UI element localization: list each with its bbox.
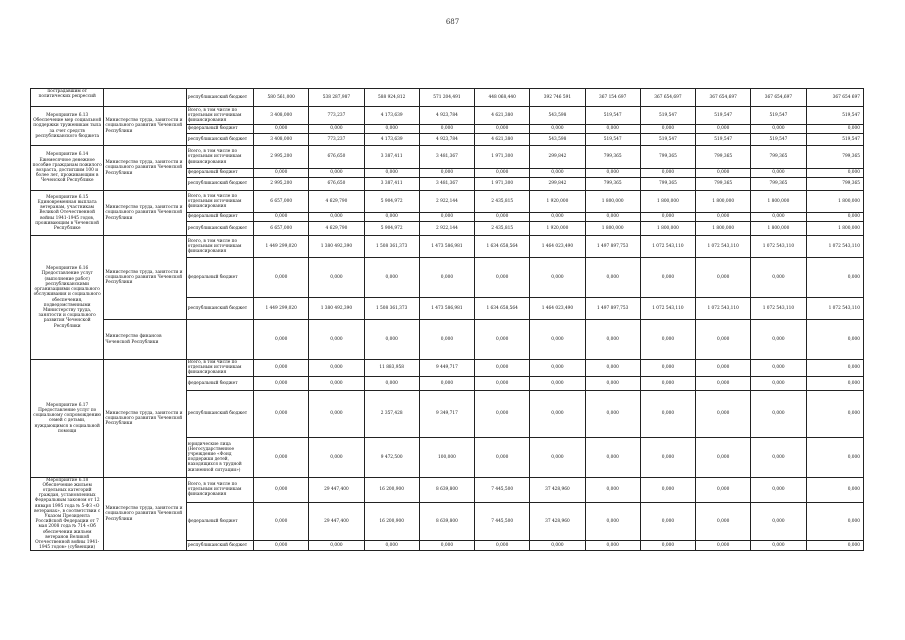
value-cell: 580 561,000 xyxy=(254,89,309,107)
value-cell: 0,000 xyxy=(751,213,806,222)
value-cell: 0,000 xyxy=(696,169,751,178)
value-cell: 1 449 299,020 xyxy=(254,236,309,258)
funding-source-cell: республиканский бюджет xyxy=(186,540,253,551)
funding-source-cell: республиканский бюджет xyxy=(186,178,253,191)
value-cell: 0,000 xyxy=(696,213,751,222)
value-cell: 0,000 xyxy=(806,258,863,298)
value-cell: 2 435,815 xyxy=(475,222,530,236)
value-cell: 519,547 xyxy=(585,107,640,125)
value-cell: 37 428,960 xyxy=(530,477,585,502)
value-cell: 4 173,639 xyxy=(364,134,419,146)
value-cell: 299,842 xyxy=(530,146,585,169)
value-cell: 2 922,144 xyxy=(419,222,474,236)
value-cell: 0,000 xyxy=(696,376,751,390)
value-cell: 1 800,000 xyxy=(696,191,751,213)
value-cell: 1 800,000 xyxy=(585,191,640,213)
executor-cell: Министерство труда, занятости и социального развития Чеченской Республики xyxy=(104,360,186,478)
value-cell: 799,365 xyxy=(585,178,640,191)
value-cell: 1 800,000 xyxy=(751,222,806,236)
value-cell: 7 445,500 xyxy=(475,477,530,502)
value-cell: 11 883,958 xyxy=(364,360,419,377)
value-cell: 0,000 xyxy=(530,169,585,178)
value-cell: 0,000 xyxy=(364,376,419,390)
value-cell: 0,000 xyxy=(640,376,695,390)
value-cell: 0,000 xyxy=(751,125,806,134)
funding-source-cell: федеральный бюджет xyxy=(186,376,253,390)
value-cell: 0,000 xyxy=(309,540,364,551)
value-cell: 0,000 xyxy=(640,125,695,134)
value-cell: 0,000 xyxy=(419,258,474,298)
table-row xyxy=(31,360,864,377)
value-cell: 0,000 xyxy=(751,540,806,551)
value-cell: 519,547 xyxy=(696,134,751,146)
funding-source-cell: республиканский бюджет xyxy=(186,89,253,107)
value-cell: 0,000 xyxy=(254,376,309,390)
value-cell: 0,000 xyxy=(585,390,640,437)
value-cell: 1 800,000 xyxy=(806,191,863,213)
funding-source-cell xyxy=(186,320,253,360)
value-cell: 0,000 xyxy=(530,540,585,551)
value-cell: 0,000 xyxy=(254,360,309,377)
value-cell: 0,000 xyxy=(419,213,474,222)
value-cell: 0,000 xyxy=(640,390,695,437)
value-cell: 7 445,500 xyxy=(475,502,530,540)
value-cell: 29 447,400 xyxy=(309,477,364,502)
table-row xyxy=(31,477,864,502)
value-cell: 0,000 xyxy=(254,502,309,540)
value-cell: 299,842 xyxy=(530,178,585,191)
value-cell: 799,365 xyxy=(751,146,806,169)
executor-cell: Министерство труда, занятости и социального развития Чеченской Республики xyxy=(104,477,186,551)
value-cell: 1 380 492,390 xyxy=(309,298,364,320)
value-cell: 543,598 xyxy=(530,107,585,125)
value-cell: 37 428,960 xyxy=(530,502,585,540)
value-cell: 367 154 697 xyxy=(585,89,640,107)
value-cell: 0,000 xyxy=(364,213,419,222)
value-cell: 100,000 xyxy=(419,437,474,477)
value-cell: 588 924,812 xyxy=(364,89,419,107)
value-cell: 0,000 xyxy=(419,540,474,551)
budget-table xyxy=(30,88,864,551)
value-cell: 0,000 xyxy=(585,258,640,298)
value-cell: 0,000 xyxy=(751,477,806,502)
value-cell: 0,000 xyxy=(640,320,695,360)
value-cell: 0,000 xyxy=(696,437,751,477)
value-cell: 0,000 xyxy=(640,437,695,477)
value-cell: 367 654,697 xyxy=(640,89,695,107)
value-cell: 519,547 xyxy=(751,107,806,125)
value-cell: 0,000 xyxy=(364,169,419,178)
funding-source-cell: республиканский бюджет xyxy=(186,390,253,437)
value-cell: 0,000 xyxy=(309,258,364,298)
value-cell: 799,365 xyxy=(640,146,695,169)
value-cell: 0,000 xyxy=(585,477,640,502)
value-cell: 1 800,000 xyxy=(696,222,751,236)
value-cell: 0,000 xyxy=(751,376,806,390)
funding-source-cell: федеральный бюджет xyxy=(186,258,253,298)
value-cell: 0,000 xyxy=(696,258,751,298)
executor-cell: Министерство труда, занятости и социального развития Чеченской Республики xyxy=(104,107,186,146)
value-cell: 1 497 897,753 xyxy=(585,236,640,258)
value-cell: 773,237 xyxy=(309,134,364,146)
value-cell: 0,000 xyxy=(530,390,585,437)
value-cell: 0,000 xyxy=(419,169,474,178)
value-cell: 1 508 361,373 xyxy=(364,298,419,320)
funding-source-cell: федеральный бюджет xyxy=(186,502,253,540)
value-cell: 1 800,000 xyxy=(640,191,695,213)
value-cell: 0,000 xyxy=(585,320,640,360)
table-row xyxy=(31,89,864,107)
value-cell: 799,365 xyxy=(806,178,863,191)
value-cell: 0,000 xyxy=(475,390,530,437)
value-cell: 0,000 xyxy=(585,376,640,390)
value-cell: 367 654,697 xyxy=(696,89,751,107)
value-cell: 0,000 xyxy=(696,125,751,134)
value-cell: 0,000 xyxy=(419,376,474,390)
measure-name-cell: Мероприятие 6.15 Единовременная выплата ветеранам, участникам Великой Отечественной войны 1941-1945 годов, проживающим в Чеченской Республике xyxy=(31,191,104,236)
value-cell: 29 447,400 xyxy=(309,502,364,540)
value-cell: 1 971,300 xyxy=(475,178,530,191)
value-cell: 5 904,972 xyxy=(364,191,419,213)
value-cell: 1 473 586,981 xyxy=(419,298,474,320)
value-cell: 0,000 xyxy=(806,390,863,437)
value-cell: 0,000 xyxy=(475,360,530,377)
value-cell: 0,000 xyxy=(475,125,530,134)
value-cell: 1 508 361,373 xyxy=(364,236,419,258)
value-cell: 519,547 xyxy=(585,134,640,146)
value-cell: 0,000 xyxy=(806,502,863,540)
value-cell: 1 464 023,490 xyxy=(530,236,585,258)
value-cell: 1 380 492,390 xyxy=(309,236,364,258)
value-cell: 1 072 543,110 xyxy=(696,298,751,320)
value-cell: 519,547 xyxy=(751,134,806,146)
value-cell: 4 173,639 xyxy=(364,107,419,125)
funding-source-cell: Всего, в том числе по отдельным источникам финансирования xyxy=(186,477,253,502)
funding-source-cell: Всего, в том числе по отдельным источникам финансирования xyxy=(186,236,253,258)
table-row xyxy=(31,236,864,258)
executor-cell: Министерство труда, занятости и социального развития Чеченской Республики xyxy=(104,191,186,236)
value-cell: 8 639,800 xyxy=(419,477,474,502)
value-cell: 0,000 xyxy=(640,360,695,377)
table-row xyxy=(31,146,864,169)
value-cell: 1 634 658,564 xyxy=(475,298,530,320)
value-cell: 0,000 xyxy=(751,258,806,298)
value-cell: 1 634 658,564 xyxy=(475,236,530,258)
value-cell: 0,000 xyxy=(530,258,585,298)
value-cell: 0,000 xyxy=(475,437,530,477)
funding-source-cell: республиканский бюджет xyxy=(186,298,253,320)
value-cell: 519,547 xyxy=(806,107,863,125)
value-cell: 0,000 xyxy=(254,540,309,551)
value-cell: 448 068,440 xyxy=(475,89,530,107)
value-cell: 4 621,380 xyxy=(475,134,530,146)
value-cell: 0,000 xyxy=(806,540,863,551)
value-cell: 3 408,000 xyxy=(254,107,309,125)
value-cell: 0,000 xyxy=(696,390,751,437)
funding-source-cell: федеральный бюджет xyxy=(186,213,253,222)
value-cell: 0,000 xyxy=(309,360,364,377)
value-cell: 0,000 xyxy=(364,258,419,298)
funding-source-cell: Всего, в том числе по отдельным источникам финансирования xyxy=(186,360,253,377)
value-cell: 0,000 xyxy=(806,376,863,390)
value-cell: 1 971,300 xyxy=(475,146,530,169)
table-row xyxy=(31,320,864,360)
value-cell: 0,000 xyxy=(696,477,751,502)
value-cell: 0,000 xyxy=(364,125,419,134)
value-cell: 1 800,000 xyxy=(806,222,863,236)
value-cell: 3 387,411 xyxy=(364,178,419,191)
value-cell: 519,547 xyxy=(696,107,751,125)
table-row xyxy=(31,191,864,213)
value-cell: 2 995,200 xyxy=(254,146,309,169)
funding-source-cell: юридические лица (Негосударственное учреждение «Фонд поддержки детей, находящихся в трудной жизненной ситуации») xyxy=(186,437,253,477)
value-cell: 1 800,000 xyxy=(640,222,695,236)
value-cell: 0,000 xyxy=(751,360,806,377)
value-cell: 4 629,790 xyxy=(309,222,364,236)
value-cell: 9 449,717 xyxy=(419,360,474,377)
value-cell: 0,000 xyxy=(309,320,364,360)
value-cell: 0,000 xyxy=(751,437,806,477)
value-cell: 0,000 xyxy=(585,437,640,477)
value-cell: 0,000 xyxy=(309,213,364,222)
value-cell: 1 800,000 xyxy=(751,191,806,213)
value-cell: 0,000 xyxy=(585,169,640,178)
value-cell: 0,000 xyxy=(419,320,474,360)
value-cell: 6 657,000 xyxy=(254,191,309,213)
value-cell: 367 654 697 xyxy=(806,89,863,107)
value-cell: 4 629,790 xyxy=(309,191,364,213)
value-cell: 1 449 299,020 xyxy=(254,298,309,320)
value-cell: 543,598 xyxy=(530,134,585,146)
value-cell: 0,000 xyxy=(309,376,364,390)
value-cell: 1 072 543,110 xyxy=(806,236,863,258)
value-cell: 519,547 xyxy=(640,107,695,125)
value-cell: 0,000 xyxy=(254,169,309,178)
funding-source-cell: республиканский бюджет xyxy=(186,134,253,146)
value-cell: 1 920,000 xyxy=(530,191,585,213)
value-cell: 0,000 xyxy=(585,360,640,377)
value-cell: 0,000 xyxy=(640,213,695,222)
value-cell: 0,000 xyxy=(475,376,530,390)
value-cell: 367 654,697 xyxy=(751,89,806,107)
value-cell: 0,000 xyxy=(419,125,474,134)
value-cell: 0,000 xyxy=(254,477,309,502)
measure-name-cell: Мероприятие 6.17 Предоставление услуг по социальному сопровождению семей с детьми, нуждающимся в социальной помощи xyxy=(31,360,104,478)
table-row xyxy=(31,107,864,125)
value-cell: 1 072 543,110 xyxy=(751,236,806,258)
value-cell: 0,000 xyxy=(696,502,751,540)
value-cell: 1 072 543,110 xyxy=(640,236,695,258)
value-cell: 0,000 xyxy=(530,320,585,360)
value-cell: 3 408,000 xyxy=(254,134,309,146)
value-cell: 0,000 xyxy=(585,125,640,134)
value-cell: 2 995,200 xyxy=(254,178,309,191)
value-cell: 799,365 xyxy=(696,178,751,191)
value-cell: 9 349,717 xyxy=(419,390,474,437)
value-cell: 4 923,784 xyxy=(419,107,474,125)
funding-source-cell: федеральный бюджет xyxy=(186,125,253,134)
value-cell: 0,000 xyxy=(806,477,863,502)
value-cell: 0,000 xyxy=(530,376,585,390)
value-cell: 0,000 xyxy=(364,540,419,551)
value-cell: 773,237 xyxy=(309,107,364,125)
value-cell: 4 621,380 xyxy=(475,107,530,125)
value-cell: 799,365 xyxy=(806,146,863,169)
value-cell: 1 072 543,110 xyxy=(696,236,751,258)
value-cell: 8 639,800 xyxy=(419,502,474,540)
value-cell: 0,000 xyxy=(640,502,695,540)
funding-source-cell: Всего, в том числе по отдельным источникам финансирования xyxy=(186,146,253,169)
value-cell: 519,547 xyxy=(640,134,695,146)
value-cell: 0,000 xyxy=(475,258,530,298)
value-cell: 3 387,411 xyxy=(364,146,419,169)
value-cell: 0,000 xyxy=(254,390,309,437)
executor-cell: Министерство труда, занятости и социального развития Чеченской Республики xyxy=(104,146,186,191)
value-cell: 3 481,367 xyxy=(419,146,474,169)
value-cell: 5 904,972 xyxy=(364,222,419,236)
funding-source-cell: Всего, в том числе по отдельным источникам финансирования xyxy=(186,107,253,125)
value-cell: 0,000 xyxy=(530,437,585,477)
measure-name-cell: Мероприятие 6.18 Обеспечение жильем отдельных категорий граждан, установленных Федеральным законом от 12 января 1995 года № 5-ФЗ «О ветеранах», в соответствии с Указом Президента Российской Федерации от 7 мая 2008 года № 714 «Об обеспечении жильем ветеранов Великой Отечественной войны 1941-1945 годов» (субвенции) xyxy=(31,477,104,551)
value-cell: 0,000 xyxy=(254,213,309,222)
value-cell: 0,000 xyxy=(806,360,863,377)
value-cell: 0,000 xyxy=(751,390,806,437)
value-cell: 799,365 xyxy=(640,178,695,191)
value-cell: 0,000 xyxy=(530,360,585,377)
value-cell: 1 072 543,110 xyxy=(640,298,695,320)
value-cell: 0,000 xyxy=(585,213,640,222)
value-cell: 0,000 xyxy=(309,437,364,477)
value-cell: 0,000 xyxy=(751,320,806,360)
page-number: 687 xyxy=(445,18,460,26)
value-cell: 0,000 xyxy=(751,502,806,540)
value-cell: 0,000 xyxy=(475,213,530,222)
executor-cell xyxy=(104,89,186,107)
measure-name-cell: Мероприятие 6.16 Предоставление услуг (выполнение работ) республиканскими организациями социального обслуживания и социального обеспечения, подведомственными Министерству труда, занятости и социального развития Чеченской Республики xyxy=(31,236,104,360)
value-cell: 1 497 897,753 xyxy=(585,298,640,320)
value-cell: 0,000 xyxy=(640,477,695,502)
measure-name-cell: пострадавшим от политических репрессий xyxy=(31,89,104,107)
value-cell: 1 800,000 xyxy=(585,222,640,236)
value-cell: 0,000 xyxy=(530,125,585,134)
executor-cell: Министерство труда, занятости и социального развития Чеченской Республики xyxy=(104,236,186,320)
value-cell: 1 473 586,981 xyxy=(419,236,474,258)
value-cell: 0,000 xyxy=(475,320,530,360)
value-cell: 4 923,784 xyxy=(419,134,474,146)
value-cell: 16 200,900 xyxy=(364,502,419,540)
value-cell: 0,000 xyxy=(254,437,309,477)
funding-source-cell: федеральный бюджет xyxy=(186,169,253,178)
executor-cell: Министерство финансов Чеченской Республики xyxy=(104,320,186,360)
value-cell: 0,000 xyxy=(585,540,640,551)
value-cell: 2 357,428 xyxy=(364,390,419,437)
value-cell: 392 746 591 xyxy=(530,89,585,107)
value-cell: 0,000 xyxy=(806,320,863,360)
value-cell: 0,000 xyxy=(254,320,309,360)
value-cell: 1 464 023,490 xyxy=(530,298,585,320)
value-cell: 2 435,815 xyxy=(475,191,530,213)
value-cell: 0,000 xyxy=(696,320,751,360)
value-cell: 0,000 xyxy=(640,258,695,298)
value-cell: 799,365 xyxy=(585,146,640,169)
value-cell: 6 657,000 xyxy=(254,222,309,236)
value-cell: 2 922,144 xyxy=(419,191,474,213)
value-cell: 9 472,500 xyxy=(364,437,419,477)
value-cell: 3 481,367 xyxy=(419,178,474,191)
value-cell: 1 072 543,110 xyxy=(806,298,863,320)
value-cell: 0,000 xyxy=(309,169,364,178)
value-cell: 676,650 xyxy=(309,178,364,191)
value-cell: 0,000 xyxy=(309,390,364,437)
value-cell: 1 920,000 xyxy=(530,222,585,236)
value-cell: 0,000 xyxy=(475,169,530,178)
value-cell: 0,000 xyxy=(696,540,751,551)
value-cell: 799,365 xyxy=(751,178,806,191)
measure-name-cell: Мероприятие 6.14 Ежемесячное денежное пособие гражданам пожилого возраста, достигшим 100 и более лет, проживающим в Чеченской Республике xyxy=(31,146,104,191)
funding-source-cell: Всего, в том числе по отдельным источникам финансирования xyxy=(186,191,253,213)
funding-source-cell: республиканский бюджет xyxy=(186,222,253,236)
value-cell: 0,000 xyxy=(254,125,309,134)
value-cell: 0,000 xyxy=(751,169,806,178)
value-cell: 0,000 xyxy=(309,125,364,134)
value-cell: 0,000 xyxy=(254,258,309,298)
value-cell: 676,650 xyxy=(309,146,364,169)
value-cell: 0,000 xyxy=(530,213,585,222)
value-cell: 0,000 xyxy=(696,360,751,377)
measure-name-cell: Мероприятие 6.13 Обеспечение мер социальной поддержки труженикам тыла за счет средств республиканского бюджета xyxy=(31,107,104,146)
value-cell: 0,000 xyxy=(585,502,640,540)
value-cell: 571 204,491 xyxy=(419,89,474,107)
value-cell: 0,000 xyxy=(806,213,863,222)
value-cell: 0,000 xyxy=(364,320,419,360)
value-cell: 538 287,987 xyxy=(309,89,364,107)
value-cell: 16 200,900 xyxy=(364,477,419,502)
value-cell: 0,000 xyxy=(640,169,695,178)
value-cell: 0,000 xyxy=(806,437,863,477)
value-cell: 799,365 xyxy=(696,146,751,169)
value-cell: 0,000 xyxy=(806,169,863,178)
value-cell: 0,000 xyxy=(640,540,695,551)
value-cell: 1 072 543,110 xyxy=(751,298,806,320)
value-cell: 0,000 xyxy=(475,540,530,551)
value-cell: 0,000 xyxy=(806,125,863,134)
value-cell: 519,547 xyxy=(806,134,863,146)
